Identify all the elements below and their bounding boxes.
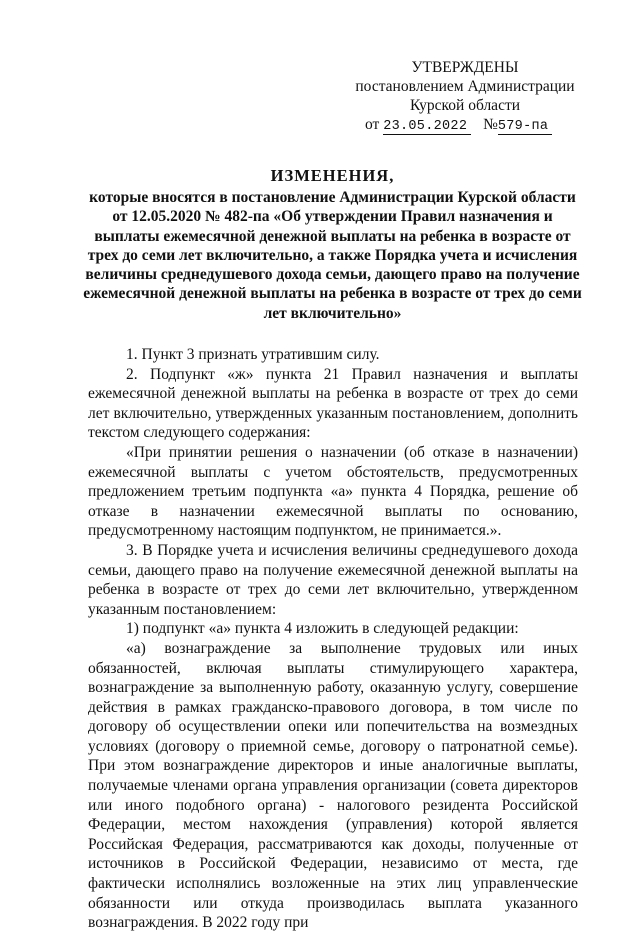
paragraph: 3. В Порядке учета и исчисления величины среднедушевого дохода семьи, дающего право на получение ежемесячной денежной выплаты на ребенка в возрасте от трех до семи лет включительно, утвержденном указанным постановлением:: [88, 541, 578, 618]
date-prefix: от: [365, 116, 380, 133]
document-subtitle: которые вносятся в постановление Администрации Курской области от 12.05.2020 № 482-па «Об утверждении Правил назначения и выплаты ежемесячной денежной выплаты на ребенка в возрасте от трех до семи лет включительно, а также Порядка учета и исчисления величины среднедушевого дохода семьи, дающего право на получение ежемесячной денежной выплаты на ребенка в возрасте от трех до семи лет включительно»: [83, 189, 582, 322]
approval-region: Курской области: [409, 97, 521, 114]
approval-number: 579-па: [498, 120, 552, 135]
paragraph: «а) вознаграждение за выполнение трудовых или иных обязанностей, включая выплаты стимулирующего характера, вознаграждение за выполненную работу, оказанную услугу, совершение действия в рамках гражданско-правового договора, в том числе по договору об осуществлении опеки или попечительства на возмездных условиях (договору о приемной семье, договору о патронатной семье). При этом вознаграждение директоров и иные аналогичные выплаты, получаемые членами органа управления организации (совета директоров или иного подобного органа) - налогового резидента Российской Федерации, местом нахождения (управления) которой является Российская Федерация, рассматриваются как доходы, полученные от источников в Российской Федерации, независимо от места, где фактически исполнялись возложенные на этих лиц управленческие обязанности или откуда производилась выплата указанного вознаграждения. В 2022 году при: [88, 639, 578, 932]
approval-date: 23.05.2022: [383, 120, 471, 135]
approval-issuer: постановлением Администрации: [355, 78, 575, 95]
paragraph: «При принятии решения о назначении (об отказе в назначении) ежемесячной выплаты с учетом обстоятельств, предусмотренных предложением третьим подпункта «а» пункта 4 Порядка, решение об отказе в назначении ежемесячной выплаты по основанию, предусмотренному настоящим подпунктом, не принимается.».: [88, 443, 578, 540]
document-title: ИЗМЕНЕНИЯ,: [270, 166, 395, 185]
document-heading: [80, 165, 585, 323]
approval-title: УТВЕРЖДЕНЫ: [411, 59, 519, 76]
paragraph: 1. Пункт 3 признать утратившим силу.: [126, 346, 380, 363]
number-prefix: №: [483, 116, 498, 133]
document-body: [88, 345, 578, 933]
approval-date-line: [340, 115, 590, 135]
paragraph: 2. Подпункт «ж» пункта 21 Правил назначения и выплаты ежемесячной денежной выплаты на ребенка в возрасте от трех до семи лет включительно, утвержденных указанным постановлением, дополнить текстом следующего содержания:: [88, 365, 578, 442]
approval-stamp: [340, 58, 590, 135]
paragraph: 1) подпункт «а» пункта 4 изложить в следующей редакции:: [126, 620, 519, 638]
